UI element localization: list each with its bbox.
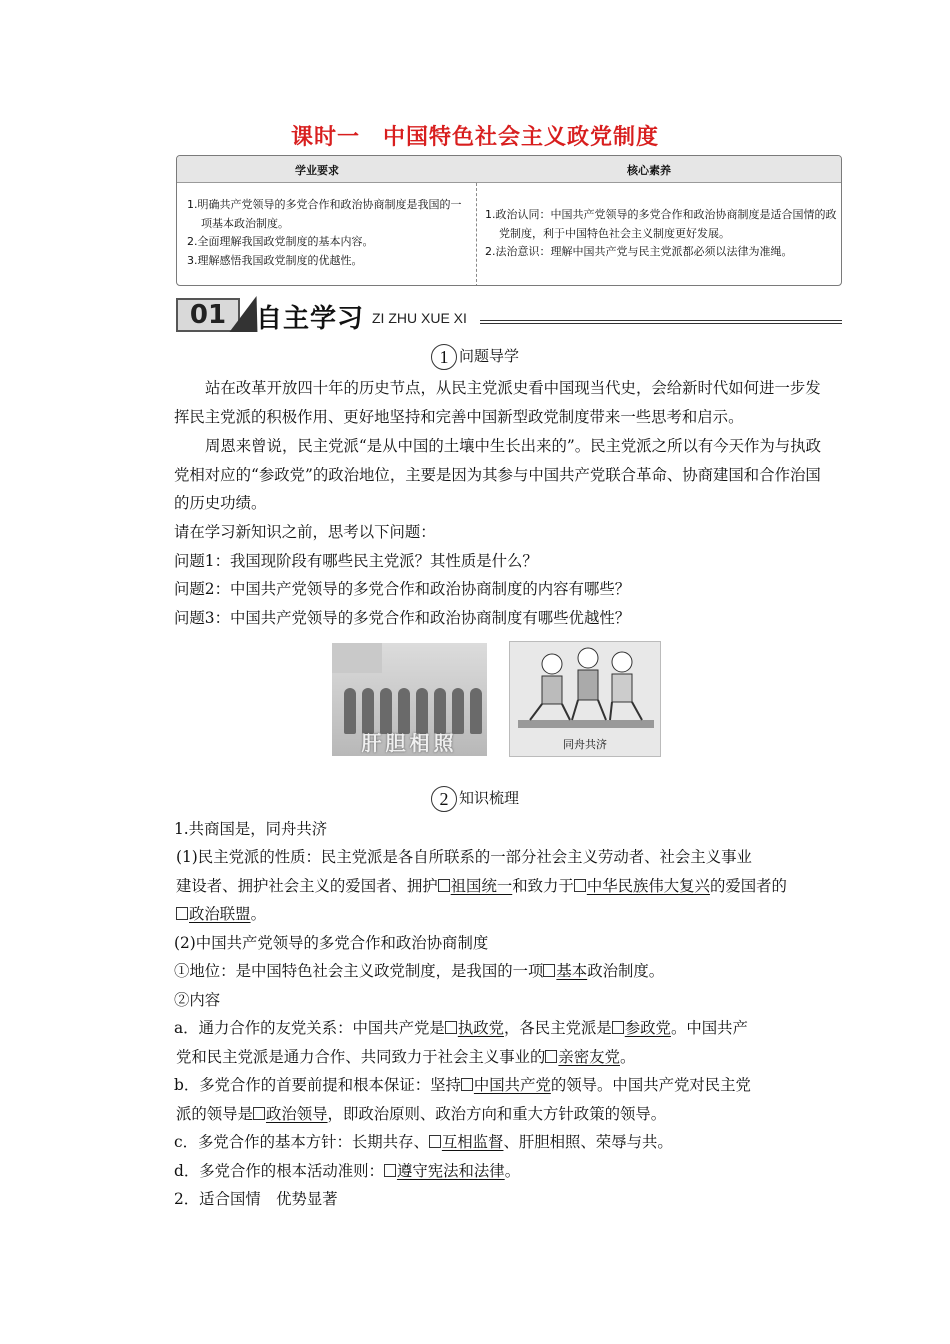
nature-line-3 xyxy=(176,900,836,929)
header-academic-requirements: 学业要求 xyxy=(295,164,339,177)
content-heading: ②内容 xyxy=(174,991,221,1009)
intro-paragraph-3 xyxy=(174,518,834,547)
text-run: ，各民主党派是 xyxy=(504,1019,612,1037)
requirements-table-header xyxy=(177,156,841,183)
text-run: 中国共产党 xyxy=(473,1076,551,1094)
question-2: 问题2：中国共产党领导的多党合作和政治协商制度的内容有哪些？ xyxy=(174,580,631,598)
cartoon-illustration xyxy=(509,641,661,757)
section-title: 自主学习 xyxy=(256,304,365,334)
nature-line-2 xyxy=(176,872,836,901)
blank-box-icon xyxy=(176,907,188,920)
section-number: 01 xyxy=(176,298,240,332)
text-run: 建设者、拥护社会主义的爱国者、拥护 xyxy=(176,877,438,895)
cartoon-figures-icon xyxy=(510,642,661,738)
text-run: 亲密友党 xyxy=(558,1048,620,1066)
banner-rule xyxy=(480,320,842,324)
text-run: 。 xyxy=(250,905,266,923)
text-run: ，即政治原则、政治方向和重大方针政策的领导。 xyxy=(327,1105,667,1123)
blank-box-icon xyxy=(384,1164,396,1177)
photo-caption: 肝胆相照 xyxy=(361,731,458,755)
item-a-line-1 xyxy=(174,1014,834,1043)
list-item: 1.明确共产党领导的多党合作和政治协商制度是我国的一项基本政治制度。 xyxy=(187,198,462,230)
person-figure xyxy=(470,688,482,734)
blank-box-icon xyxy=(253,1107,265,1120)
intro-paragraph-2: 周恩来曾说，民主党派“是从中国的土壤中生长出来的”。民主党派之所以有今天作为与执政党相对应的“参政党”的政治地位，主要是因为其参与中国共产党联合革命、协商建国和合作治国的历史功绩。 xyxy=(174,437,821,512)
blank-box-icon xyxy=(429,1135,441,1148)
academic-requirements-list xyxy=(187,196,469,270)
text-run: ①地位：是中国特色社会主义政党制度，是我国的一项 xyxy=(174,962,544,980)
table-divider xyxy=(476,183,477,286)
text-run: 。中国共产 xyxy=(670,1019,748,1037)
text-run: 互相监督 xyxy=(441,1133,504,1151)
requirements-table xyxy=(176,155,842,286)
person-figure xyxy=(452,688,464,734)
blank-box-icon xyxy=(545,1050,557,1063)
text-run: 基本 xyxy=(556,962,588,980)
person-figure xyxy=(416,688,428,734)
blank-box-icon xyxy=(445,1021,457,1034)
heading-2: 2．适合国情 优势显著 xyxy=(174,1190,338,1208)
photo-leaders xyxy=(332,643,487,756)
list-item: 1.政治认同：中国共产党领导的多党合作和政治协商制度是适合国情的政党制度，利于中国特色社会主义制度更好发展。 xyxy=(485,208,837,240)
cartoon-caption: 同舟共济 xyxy=(563,738,607,751)
item-d-line xyxy=(174,1157,834,1186)
person-figure xyxy=(398,688,410,734)
person-figure xyxy=(362,688,374,734)
list-item: 2.全面理解我国政党制度的基本内容。 xyxy=(187,235,374,248)
blank-box-icon xyxy=(461,1078,473,1091)
page-title: 课时一 中国特色社会主义政党制度 xyxy=(290,125,659,150)
subsection-title: 问题导学 xyxy=(458,347,519,365)
text-run: 党和民主党派是通力合作、共同致力于社会主义事业的 xyxy=(176,1048,546,1066)
circled-number-icon: 2 xyxy=(431,786,457,812)
blank-box-icon xyxy=(438,879,450,892)
blank-box-icon xyxy=(543,964,555,977)
text-run: b．多党合作的首要前提和根本保证：坚持 xyxy=(174,1076,461,1094)
person-figure xyxy=(344,688,356,734)
text-run: 政治制度。 xyxy=(587,962,665,980)
text-run: 。 xyxy=(619,1048,636,1066)
flag-decoration xyxy=(332,643,382,673)
nature-line-1: (1)民主党派的性质：民主党派是各自所联系的一部分社会主义劳动者、社会主义事业 xyxy=(176,848,752,866)
subsection-heading-guided-questions xyxy=(0,344,950,370)
text-run: 遵守宪法和法律 xyxy=(396,1162,505,1180)
blank-box-icon xyxy=(612,1021,624,1034)
text-run: 派的领导是 xyxy=(176,1105,253,1123)
item-c-line xyxy=(174,1128,834,1157)
list-item: 3.理解感悟我国政党制度的优越性。 xyxy=(187,253,363,267)
question-1: 问题1：我国现阶段有哪些民主党派？其性质是什么？ xyxy=(174,552,538,570)
subsection-heading-knowledge-review xyxy=(0,786,950,812)
heading-1: 1.共商国是，同舟共济 xyxy=(174,820,328,838)
text-run: 的爱国者的 xyxy=(709,877,787,895)
item-b-line-1 xyxy=(174,1071,834,1100)
text-run: a．通力合作的友党关系：中国共产党是 xyxy=(174,1019,445,1037)
text-run: d．多党合作的根本活动准则： xyxy=(174,1162,384,1180)
list-item: 2.法治意识：理解中国共产党与民主党派都必须以法律为准绳。 xyxy=(485,245,793,258)
text-run: 中华民族伟大复兴 xyxy=(586,877,710,895)
blank-box-icon xyxy=(574,879,586,892)
subsection-title: 知识梳理 xyxy=(458,789,519,807)
text-run: 政治联盟 xyxy=(189,905,251,923)
subheading-system: (2)中国共产党领导的多党合作和政治协商制度 xyxy=(174,934,489,952)
intro-paragraph-1: 站在改革开放四十年的历史节点，从民主党派史看中国现当代史，会给新时代如何进一步发挥民主党派的积极作用、更好地坚持和完善中国新型政党制度带来一些思考和启示。 xyxy=(174,379,821,426)
section-banner xyxy=(176,296,842,334)
item-a-line-2 xyxy=(176,1043,836,1072)
text-run: 执政党 xyxy=(457,1019,505,1037)
section-pinyin: ZI ZHU XUE XI xyxy=(372,310,467,326)
text-run: 祖国统一 xyxy=(450,877,513,895)
item-b-line-2 xyxy=(176,1100,836,1129)
text-run: 和致力于 xyxy=(512,877,574,895)
text-run: 。 xyxy=(504,1162,521,1180)
core-literacy-list xyxy=(485,206,837,262)
text-run: 请在学习新知识之前，思考以下问题： xyxy=(174,523,436,541)
question-3: 问题3：中国共产党领导的多党合作和政治协商制度有哪些优越性？ xyxy=(174,609,631,627)
text-run: 政治领导 xyxy=(265,1105,328,1123)
text-run: c．多党合作的基本方针：长期共存、 xyxy=(174,1133,429,1151)
text-run: 的领导。中国共产党对民主党 xyxy=(550,1076,751,1094)
person-figure xyxy=(434,688,446,734)
status-line xyxy=(174,957,834,986)
text-run: 、肝胆相照、荣辱与共。 xyxy=(503,1133,673,1151)
person-figure xyxy=(380,688,392,734)
circled-number-icon: 1 xyxy=(431,344,457,370)
header-core-literacy: 核心素养 xyxy=(627,164,671,177)
text-run: 参政党 xyxy=(624,1019,671,1037)
